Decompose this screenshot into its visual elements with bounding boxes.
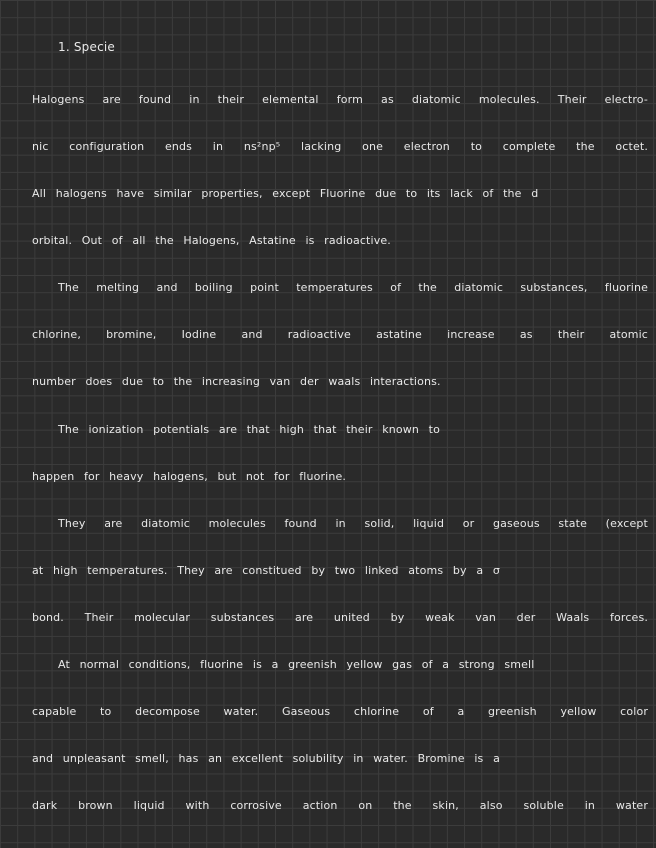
text-line: at high temperatures. They are constitued by two linked atoms by a σ	[32, 564, 500, 577]
text-line: orbital. Out of all the Halogens, Astatine is radioactive.	[32, 234, 391, 247]
text-line: number does due to the increasing van der waals interactions.	[32, 375, 441, 388]
text-line: chlorine, bromine, Iodine and radioactive astatine increase as their atomic	[32, 328, 648, 341]
text-line: bond. Their molecular substances are united by weak van der Waals forces.	[32, 611, 648, 624]
text-line: They are diatomic molecules found in solid, liquid or gaseous state (except	[58, 517, 648, 530]
text-line: dark brown liquid with corrosive action on the skin, also soluble in water	[32, 799, 648, 812]
text-line: and unpleasant smell, has an excellent solubility in water. Bromine is a	[32, 752, 500, 765]
text-line: Halogens are found in their elemental form as diatomic molecules. Their electro-	[32, 93, 648, 106]
text-line: The melting and boiling point temperatures of the diatomic substances, fluorine	[58, 281, 648, 294]
text-line: At normal conditions, fluorine is a greenish yellow gas of a strong smell	[58, 658, 535, 671]
text-line: happen for heavy halogens, but not for fluorine.	[32, 470, 347, 483]
text-line: capable to decompose water. Gaseous chlorine of a greenish yellow color	[32, 705, 648, 718]
text-line: nic configuration ends in ns²np⁵ lacking one electron to complete the octet.	[32, 140, 648, 153]
section-heading: 1. Specie	[58, 40, 115, 54]
text-line: All halogens have similar properties, except Fluorine due to its lack of the d	[32, 187, 539, 200]
text-line: The ionization potentials are that high that their known to	[58, 423, 441, 436]
